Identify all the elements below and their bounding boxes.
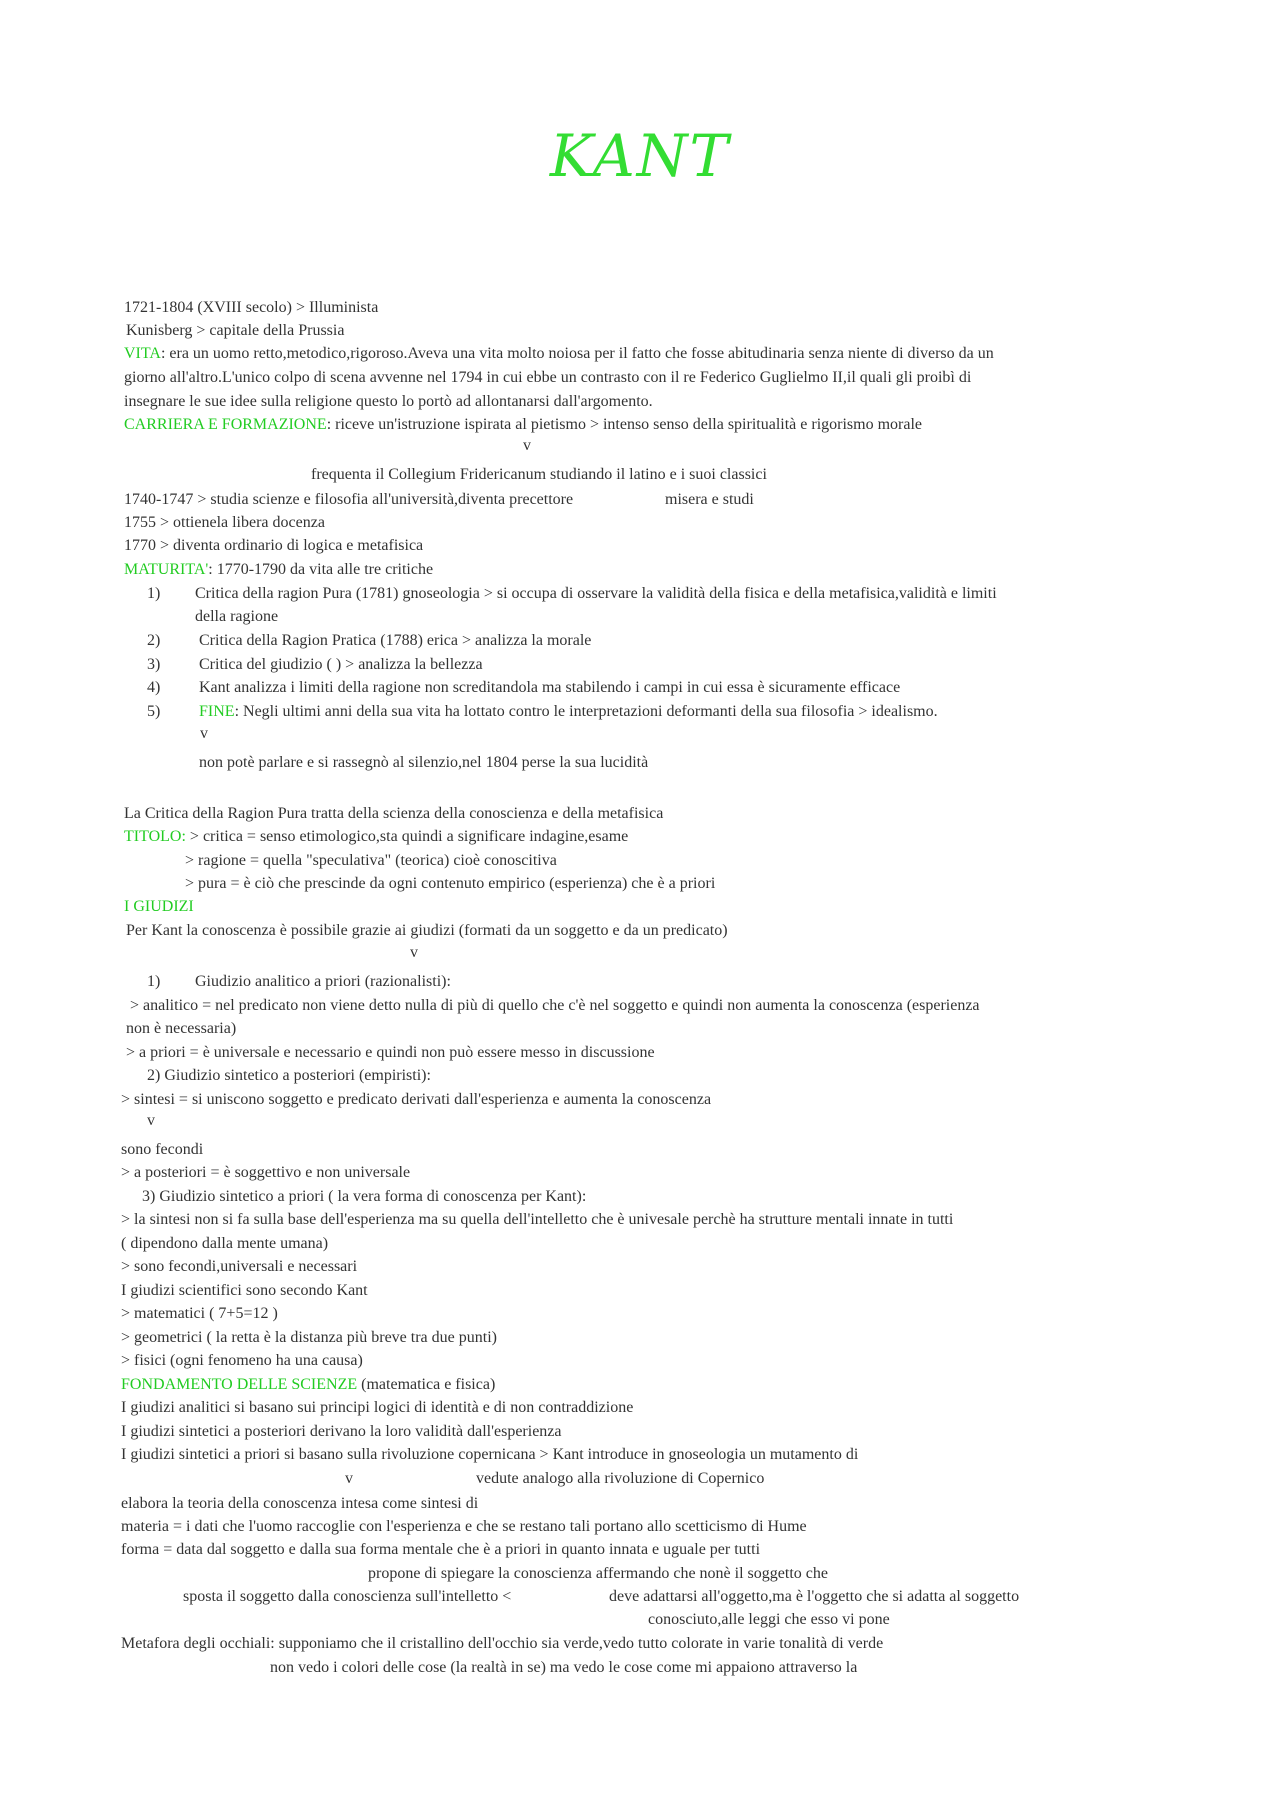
- section-heading-carriera: CARRIERA E FORMAZIONE: [124, 416, 327, 433]
- section-heading-titolo: TITOLO:: [124, 828, 186, 845]
- arrow-down-mark: v: [200, 725, 208, 742]
- list-item: della ragione: [195, 608, 279, 625]
- text-line: non vedo i colori delle cose (la realtà in se) ma vedo le cose come mi appaiono attraverso la: [270, 1659, 858, 1676]
- arrow-down-mark: v: [345, 1470, 353, 1487]
- section-heading-vita: VITA: [124, 345, 161, 362]
- arrow-down-mark: v: [147, 1112, 155, 1129]
- text-line: > a posteriori = è soggettivo e non universale: [121, 1164, 411, 1181]
- text-line: non è necessaria): [126, 1020, 237, 1037]
- list-item: Giudizio analitico a priori (razionalisti):: [195, 973, 451, 990]
- text-line: Kunisberg > capitale della Prussia: [126, 322, 345, 339]
- text-line: Per Kant la conoscenza è possibile grazie ai giudizi (formati da un soggetto e da un predicato): [126, 922, 728, 939]
- text-line: ( dipendono dalla mente umana): [121, 1235, 329, 1252]
- text-line: elabora la teoria della conoscenza intesa come sintesi di: [121, 1495, 479, 1512]
- text-line: I giudizi sintetici a priori si basano sulla rivoluzione copernicana > Kant introduce in gnoseologia un mutamento di: [121, 1446, 859, 1463]
- text-line: misera e studi: [665, 491, 754, 508]
- text-line: conosciuto,alle leggi che esso vi pone: [648, 1611, 890, 1628]
- text-line: materia = i dati che l'uomo raccoglie con l'esperienza e che se restano tali portano allo scetticismo di Hume: [121, 1518, 807, 1535]
- text-line: 1755 > ottienela libera docenza: [124, 514, 325, 531]
- arrow-down-mark: v: [410, 944, 418, 961]
- text-line: 1740-1747 > studia scienze e filosofia all'università,diventa precettore: [124, 491, 574, 508]
- text-line: I giudizi sintetici a posteriori derivano la loro validità dall'esperienza: [121, 1423, 562, 1440]
- text-line: > fisici (ogni fenomeno ha una causa): [121, 1352, 363, 1369]
- list-item: Critica della Ragion Pratica (1788) erica > analizza la morale: [199, 632, 592, 649]
- section-heading-maturita: MATURITA': [124, 561, 209, 578]
- text-line: giorno all'altro.L'unico colpo di scena avvenne nel 1794 in cui ebbe un contrasto con il re Federico Guglielmo II,il quali gli proibì di: [124, 369, 972, 386]
- list-number: 5): [147, 703, 161, 720]
- list-number: 4): [147, 679, 161, 696]
- text-line: > la sintesi non si fa sulla base dell'esperienza ma su quella dell'intelletto che è univesale perchè ha strutture mentali innate in tutti: [121, 1211, 954, 1228]
- list-item: Critica del giudizio ( ) > analizza la bellezza: [199, 656, 483, 673]
- list-item: FINE: Negli ultimi anni della sua vita ha lottato contro le interpretazioni deformanti della sua filosofia > idealismo.: [199, 703, 938, 720]
- list-number: 3): [147, 656, 161, 673]
- text-line: La Critica della Ragion Pura tratta della scienza della conoscienza e della metafisica: [124, 805, 664, 822]
- text-line: > a priori = è universale e necessario e quindi non può essere messo in discussione: [126, 1044, 655, 1061]
- text-line: > ragione = quella "speculativa" (teorica) cioè conoscitiva: [185, 852, 557, 869]
- text-line: FONDAMENTO DELLE SCIENZE (matematica e fisica): [121, 1376, 496, 1393]
- text-line: > analitico = nel predicato non viene detto nulla di più di quello che c'è nel soggetto e quindi non aumenta la conoscenza (esperienza: [130, 997, 980, 1014]
- section-heading-fondamento: FONDAMENTO DELLE SCIENZE: [121, 1376, 358, 1393]
- text-line: > geometrici ( la retta è la distanza più breve tra due punti): [121, 1329, 497, 1346]
- text-line: > pura = è ciò che prescinde da ogni contenuto empirico (esperienza) che è a priori: [185, 875, 716, 892]
- text-line: frequenta il Collegium Fridericanum studiando il latino e i suoi classici: [311, 466, 767, 483]
- text-line: forma = data dal soggetto e dalla sua forma mentale che è a priori in quanto innata e uguale per tutti: [121, 1541, 761, 1558]
- text-line: VITA: era un uomo retto,metodico,rigoroso.Aveva una vita molto noiosa per il fatto che fosse abitudinaria senza niente di diverso da un: [124, 345, 994, 362]
- text-line: deve adattarsi all'oggetto,ma è l'oggetto che si adatta al soggetto: [609, 1588, 1020, 1605]
- text-line: I giudizi scientifici sono secondo Kant: [121, 1282, 368, 1299]
- text-line: insegnare le sue idee sulla religione questo lo portò ad allontanarsi dall'argomento.: [124, 393, 653, 410]
- text-line: 1770 > diventa ordinario di logica e metafisica: [124, 537, 424, 554]
- text-line: sono fecondi: [121, 1141, 204, 1158]
- arrow-down-mark: v: [523, 437, 531, 454]
- section-heading-fine: FINE: [199, 703, 235, 720]
- text-line: > matematici ( 7+5=12 ): [121, 1305, 278, 1322]
- text-line: vedute analogo alla rivoluzione di Copernico: [476, 1470, 765, 1487]
- list-item: non potè parlare e si rassegnò al silenzio,nel 1804 perse la sua lucidità: [199, 754, 649, 771]
- text-line: 3) Giudizio sintetico a priori ( la vera forma di conoscenza per Kant):: [142, 1188, 587, 1205]
- text-line: TITOLO: > critica = senso etimologico,sta quindi a significare indagine,esame: [124, 828, 629, 845]
- text-line: 1721-1804 (XVIII secolo) > Illuminista: [124, 299, 379, 316]
- text-line: > sintesi = si uniscono soggetto e predicato derivati dall'esperienza e aumenta la conoscenza: [121, 1091, 712, 1108]
- text-line: MATURITA': 1770-1790 da vita alle tre critiche: [124, 561, 434, 578]
- text-line: 2) Giudizio sintetico a posteriori (empiristi):: [147, 1067, 431, 1084]
- text-line: Metafora degli occhiali: supponiamo che il cristallino dell'occhio sia verde,vedo tutto colorate in varie tonalità di verde: [121, 1635, 884, 1652]
- list-number: 1): [147, 973, 161, 990]
- section-heading-giudizi: I GIUDIZI: [124, 898, 194, 915]
- list-item: Kant analizza i limiti della ragione non screditandola ma stabilendo i campi in cui essa è sicuramente efficace: [199, 679, 901, 696]
- text-line: I giudizi analitici si basano sui principi logici di identità e di non contraddizione: [121, 1399, 634, 1416]
- text-line: CARRIERA E FORMAZIONE: riceve un'istruzione ispirata al pietismo > intenso senso della spiritualità e rigorismo morale: [124, 416, 922, 433]
- page-title: KANT: [549, 122, 731, 190]
- list-item: Critica della ragion Pura (1781) gnoseologia > si occupa di osservare la validità della fisica e della metafisica,validità e limiti: [195, 585, 997, 602]
- text-line: propone di spiegare la conoscienza affermando che nonè il soggetto che: [368, 1565, 828, 1582]
- list-number: 1): [147, 585, 161, 602]
- text-line: > sono fecondi,universali e necessari: [121, 1258, 358, 1275]
- text-line: sposta il soggetto dalla conoscienza sull'intelletto <: [183, 1588, 512, 1605]
- list-number: 2): [147, 632, 161, 649]
